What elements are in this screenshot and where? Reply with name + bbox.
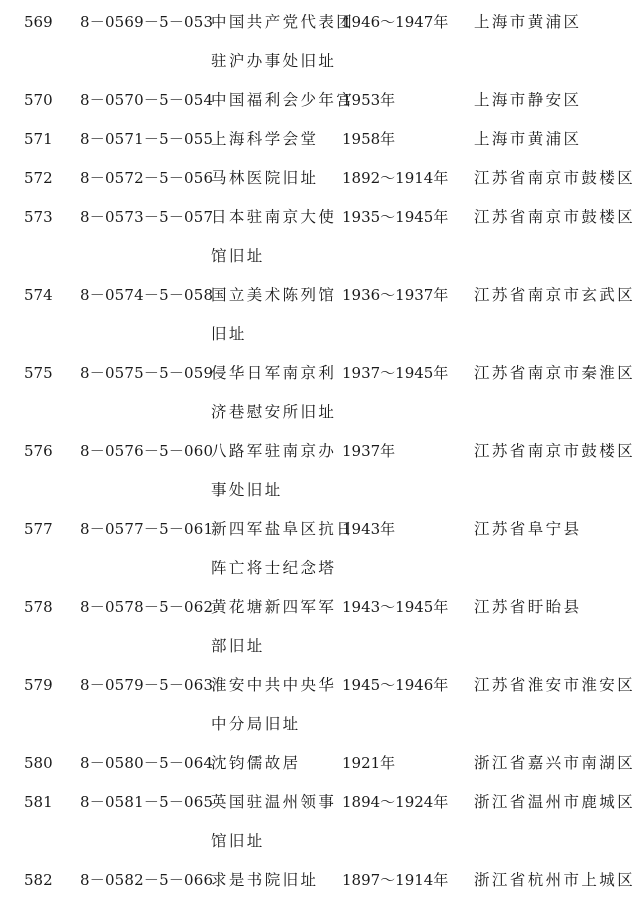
- row-code: 8－0576－5－060: [80, 442, 214, 460]
- table-row: [0, 744, 640, 783]
- table-row: [0, 159, 640, 198]
- table-row: [0, 276, 640, 354]
- row-site-name-line: 日本驻南京大使: [211, 208, 337, 226]
- row-number: 576: [24, 442, 53, 460]
- row-number: 579: [24, 676, 53, 694]
- row-site-name: [211, 159, 329, 198]
- row-period: 1937～1945年: [342, 364, 449, 382]
- row-site-name: [211, 588, 337, 666]
- row-period: 1894～1924年: [342, 793, 449, 811]
- row-number: 572: [24, 169, 53, 187]
- row-code: 8－0574－5－058: [80, 286, 214, 304]
- row-site-name: [211, 783, 337, 861]
- row-number: 573: [24, 208, 53, 226]
- row-site-name-line: 中分局旧址: [211, 715, 301, 733]
- row-code: 8－0575－5－059: [80, 364, 214, 382]
- row-code: 8－0579－5－063: [80, 676, 214, 694]
- row-location: 上海市黄浦区: [474, 13, 582, 31]
- row-number: 569: [24, 13, 53, 31]
- row-location: 江苏省淮安市淮安区: [474, 676, 636, 694]
- table-row: [0, 783, 640, 861]
- row-period: 1935～1945年: [342, 208, 449, 226]
- row-period: 1958年: [342, 130, 396, 148]
- table-row: [0, 81, 640, 120]
- row-location: 上海市黄浦区: [474, 130, 582, 148]
- row-site-name-line: 馆旧址: [211, 247, 265, 265]
- row-location: 江苏省南京市鼓楼区: [474, 169, 636, 187]
- row-site-name-line: 中国共产党代表团: [211, 13, 355, 31]
- row-code: 8－0571－5－055: [80, 130, 214, 148]
- row-code: 8－0577－5－061: [80, 520, 214, 538]
- row-number: 571: [24, 130, 53, 148]
- row-site-name-line: 部旧址: [211, 637, 265, 655]
- row-site-name-line: 求是书院旧址: [211, 871, 319, 889]
- row-site-name-line: 事处旧址: [211, 481, 283, 499]
- row-site-name: [211, 81, 355, 120]
- row-site-name: [211, 120, 329, 159]
- row-code: 8－0578－5－062: [80, 598, 214, 616]
- row-site-name: [211, 354, 337, 432]
- row-site-name: [211, 198, 337, 276]
- row-location: 江苏省盱眙县: [474, 598, 582, 616]
- table-row: [0, 588, 640, 666]
- row-number: 581: [24, 793, 53, 811]
- row-site-name-line: 旧址: [211, 325, 247, 343]
- row-location: 江苏省南京市秦淮区: [474, 364, 636, 382]
- table-row: [0, 861, 640, 900]
- row-code: 8－0582－5－066: [80, 871, 214, 889]
- row-site-name: [211, 3, 355, 81]
- row-number: 580: [24, 754, 53, 772]
- row-code: 8－0573－5－057: [80, 208, 214, 226]
- row-site-name-line: 黄花塘新四军军: [211, 598, 337, 616]
- row-location: 江苏省南京市鼓楼区: [474, 442, 636, 460]
- row-site-name-line: 沈钧儒故居: [211, 754, 301, 772]
- row-site-name-line: 国立美术陈列馆: [211, 286, 337, 304]
- row-location: 浙江省杭州市上城区: [474, 871, 636, 889]
- row-site-name-line: 淮安中共中央华: [211, 676, 337, 694]
- row-site-name-line: 马林医院旧址: [211, 169, 319, 187]
- row-number: 575: [24, 364, 53, 382]
- row-location: 上海市静安区: [474, 91, 582, 109]
- row-period: 1897～1914年: [342, 871, 449, 889]
- row-location: 浙江省温州市鹿城区: [474, 793, 636, 811]
- table-row: [0, 3, 640, 81]
- table-row: [0, 432, 640, 510]
- row-site-name: [211, 861, 329, 900]
- row-period: 1921年: [342, 754, 396, 772]
- row-code: 8－0572－5－056: [80, 169, 214, 187]
- row-period: 1943年: [342, 520, 396, 538]
- row-period: 1953年: [342, 91, 396, 109]
- row-site-name: [211, 666, 337, 744]
- row-code: 8－0569－5－053: [80, 13, 214, 31]
- row-site-name: [211, 432, 337, 510]
- row-site-name-line: 上海科学会堂: [211, 130, 319, 148]
- row-period: 1937年: [342, 442, 396, 460]
- table-row: [0, 198, 640, 276]
- row-site-name: [211, 510, 355, 588]
- row-code: 8－0570－5－054: [80, 91, 214, 109]
- row-number: 577: [24, 520, 53, 538]
- row-code: 8－0580－5－064: [80, 754, 214, 772]
- row-period: 1936～1937年: [342, 286, 449, 304]
- table-row: [0, 120, 640, 159]
- row-site-name-line: 馆旧址: [211, 832, 265, 850]
- row-site-name-line: 阵亡将士纪念塔: [211, 559, 337, 577]
- row-code: 8－0581－5－065: [80, 793, 214, 811]
- row-site-name-line: 侵华日军南京利: [211, 364, 337, 382]
- row-site-name: [211, 276, 337, 354]
- row-location: 浙江省嘉兴市南湖区: [474, 754, 636, 772]
- row-site-name-line: 新四军盐阜区抗日: [211, 520, 355, 538]
- table-row: [0, 510, 640, 588]
- row-period: 1946～1947年: [342, 13, 449, 31]
- table-row: [0, 354, 640, 432]
- row-site-name: [211, 744, 329, 783]
- table-row: [0, 666, 640, 744]
- row-location: 江苏省南京市玄武区: [474, 286, 636, 304]
- row-period: 1945～1946年: [342, 676, 449, 694]
- row-site-name-line: 济巷慰安所旧址: [211, 403, 337, 421]
- row-number: 582: [24, 871, 53, 889]
- row-site-name-line: 英国驻温州领事: [211, 793, 337, 811]
- row-site-name-line: 中国福利会少年宫: [211, 91, 355, 109]
- row-location: 江苏省阜宁县: [474, 520, 582, 538]
- row-number: 574: [24, 286, 53, 304]
- row-period: 1943～1945年: [342, 598, 449, 616]
- row-site-name-line: 八路军驻南京办: [211, 442, 337, 460]
- row-site-name-line: 驻沪办事处旧址: [211, 52, 337, 70]
- row-location: 江苏省南京市鼓楼区: [474, 208, 636, 226]
- row-number: 570: [24, 91, 53, 109]
- row-number: 578: [24, 598, 53, 616]
- row-period: 1892～1914年: [342, 169, 449, 187]
